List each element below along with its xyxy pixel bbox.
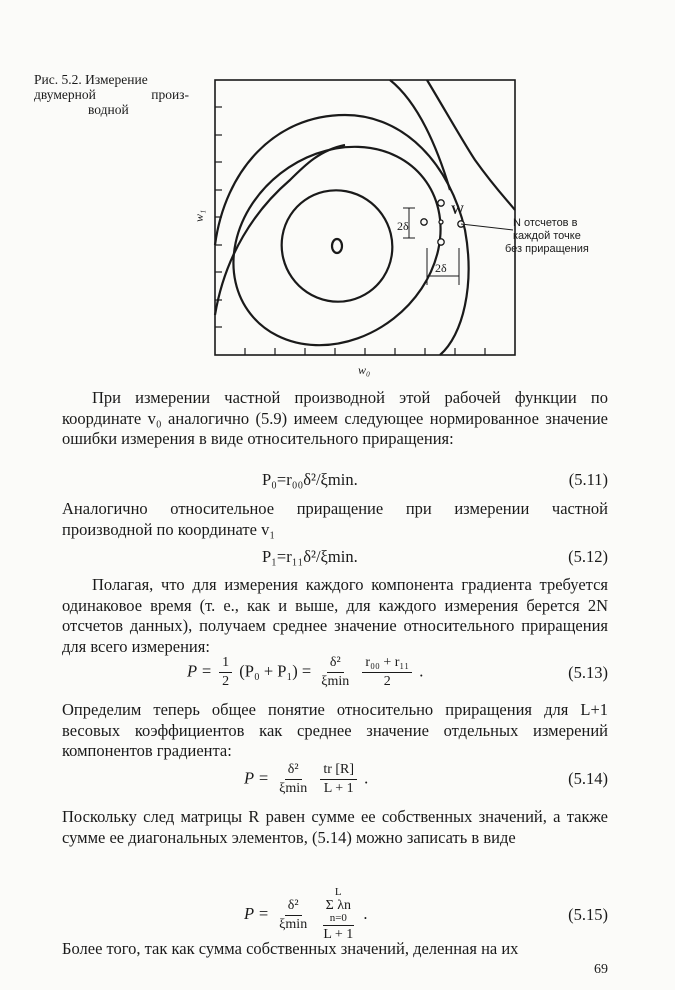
paragraph-5: Поскольку след матрицы R равен сумме ее собственных значений, а также сумме ее диагональных элементов, (5.14) можно записать в виде: [62, 807, 608, 847]
point-left: [421, 219, 427, 225]
contour-plot-svg: [192, 70, 625, 380]
equation-5-12: [62, 543, 608, 573]
paragraph-3: Полагая, что для измерения каждого компонента градиента требуется одинаковое время (т. е., как и выше, для каждого измерения берется 2N отсчетов данных), получаем среднее значение относительного приращения для всего измерения:: [62, 575, 608, 656]
y-axis-label: w₁: [192, 209, 206, 222]
eq-5-11-number: (5.11): [568, 470, 608, 489]
x-ticks: [245, 348, 485, 355]
paragraph-1: При измерении частной производной этой рабочей функции по координате v₀ аналогично (5.9) имеем следующее нормированное значение ошибки измерения в виде относительного приращения:: [62, 388, 608, 448]
eq-5-14-number: (5.14): [568, 769, 608, 788]
point-w-label: W: [451, 202, 464, 217]
page-number: 69: [594, 962, 608, 977]
paragraph-4: Определим теперь общее понятие относительно приращения для L+1 весовых коэффициентов как среднее значение отдельных измерений компонентов градиента:: [62, 700, 608, 760]
contours: [194, 80, 515, 386]
point-bottom: [438, 239, 444, 245]
x-axis-label: w₀: [358, 363, 371, 377]
eq-5-12-body: P₁=r₁₁δ²/ξmin.: [262, 547, 358, 566]
point-center: [439, 220, 443, 224]
delta-vertical-label: 2δ: [397, 219, 409, 233]
equation-5-14: [62, 761, 608, 801]
contour-3: [215, 115, 469, 355]
equation-5-11: [62, 466, 608, 496]
eq-5-15-number: (5.15): [568, 905, 608, 924]
caption-line-2: двумерной произ-: [34, 87, 189, 102]
annotation-line-3: без приращения: [505, 243, 589, 255]
annotation-line-1: N отсчетов в: [513, 217, 578, 229]
contour-figure: [192, 70, 625, 385]
equation-5-15: [62, 868, 608, 942]
caption-line-3: водной: [88, 102, 129, 117]
eq-5-12-number: (5.12): [568, 547, 608, 566]
caption-line-1: Рис. 5.2. Измерение: [34, 72, 148, 87]
annotation-leader: [461, 224, 513, 230]
eq-5-13-body: P = $\frac{1}{2}$ (P₀ + P₁) = $\frac{\text{δ²}}{\xi\min}$ $\frac{\text{r₀₀ + r₁₁}}{2}$ .: [187, 655, 424, 689]
contour-5: [427, 80, 515, 210]
figure-caption: [34, 72, 189, 117]
eq-5-14-body: P = $\frac{\text{δ²}}{\xi\min}$ $\frac{tr [R]}{L + 1}$ .: [244, 762, 369, 796]
eq-5-11-body: P₀=r₀₀δ²/ξmin.: [262, 470, 358, 489]
annotation-line-2: каждой точке: [513, 230, 581, 242]
eq-5-15-body: P = $\frac{\text{δ²}}{\xi\min}$ L Σ λn n=0 L + 1 .: [244, 886, 368, 942]
contour-1: [260, 169, 414, 324]
delta-horizontal-label: 2δ: [435, 261, 447, 275]
paragraph-2: Аналогично относительное приращение при измерении частной производной по координате v₁: [62, 499, 608, 539]
minimum-marker: [332, 239, 342, 253]
point-top: [438, 200, 444, 206]
plot-frame: [215, 80, 515, 355]
eq-5-13-number: (5.13): [568, 663, 608, 682]
paragraph-6: Более того, так как сумма собственных значений, деленная на их: [62, 939, 519, 958]
equation-5-13: [62, 654, 608, 694]
